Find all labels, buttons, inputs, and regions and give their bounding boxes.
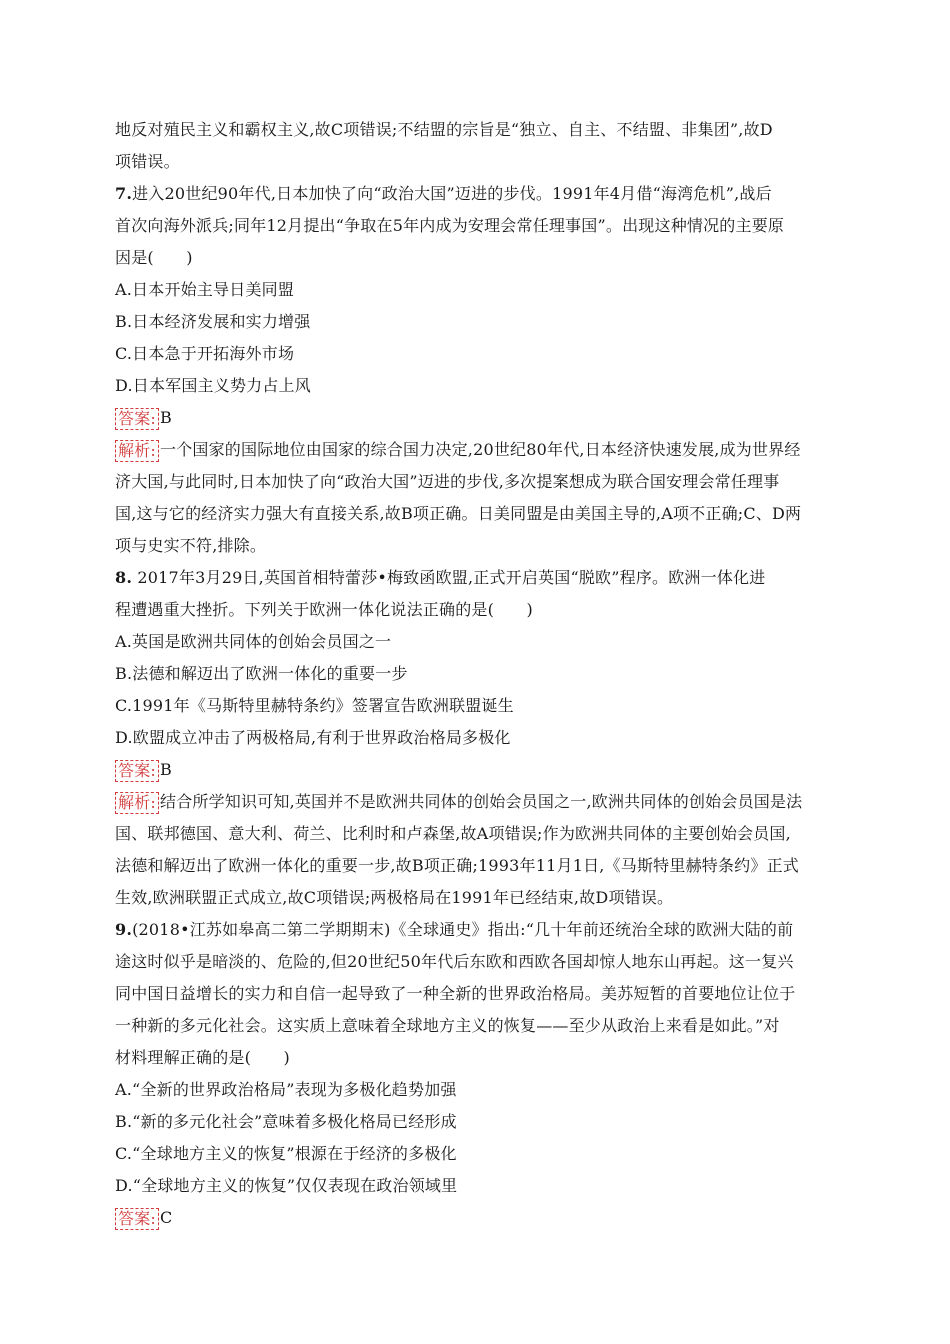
analysis-text: 一个国家的国际地位由国家的综合国力决定,20世纪80年代,日本经济快速发展,成为世界经 <box>160 440 801 459</box>
analysis-line: 生效,欧洲联盟正式成立,故C项错误;两极格局在1991年已经结束,故D项错误。 <box>115 888 674 907</box>
question-9 <box>115 914 840 1234</box>
question-stem-line: 首次向海外派兵;同年12月提出“争取在5年内成为安理会常任理事国”。出现这种情况的主要原 <box>115 216 785 235</box>
question-stem-line: 同中国日益增长的实力和自信一起导致了一种全新的世界政治格局。美苏短暂的首要地位让位于 <box>115 984 796 1003</box>
answer-line <box>115 754 840 786</box>
analysis-tag: 解析: <box>115 440 159 462</box>
question-stem-line: 因是( ) <box>115 248 193 267</box>
option-a: A.日本开始主导日美同盟 <box>115 280 295 299</box>
intro-line: 地反对殖民主义和霸权主义,故C项错误;不结盟的宗旨是“独立、自主、不结盟、非集团”,故D <box>115 120 773 139</box>
answer-tag: 答案: <box>115 408 159 430</box>
option-d: D.欧盟成立冲击了两极格局,有利于世界政治格局多极化 <box>115 728 511 747</box>
question-number: 7. <box>115 184 133 203</box>
question-number: 9. <box>115 920 133 939</box>
option-a: A.“全新的世界政治格局”表现为多极化趋势加强 <box>115 1080 457 1099</box>
analysis-line <box>115 434 840 466</box>
document-content <box>115 114 840 1234</box>
stem-text: (2018•江苏如皋高二第二学期期末)《全球通史》指出:“几十年前还统治全球的欧洲大陆的前 <box>132 920 794 939</box>
question-stem-line <box>115 178 840 210</box>
option-b: B.“新的多元化社会”意味着多极化格局已经形成 <box>115 1112 457 1131</box>
analysis-tag: 解析: <box>115 792 159 814</box>
option-b: B.日本经济发展和实力增强 <box>115 312 311 331</box>
analysis-line: 国、联邦德国、意大利、荷兰、比利时和卢森堡,故A项错误;作为欧洲共同体的主要创始会员国, <box>115 824 791 843</box>
question-8 <box>115 562 840 914</box>
question-stem-line: 途这时似乎是暗淡的、危险的,但20世纪50年代后东欧和西欧各国却惊人地东山再起。这一复兴 <box>115 952 794 971</box>
option-d: D.日本军国主义势力占上风 <box>115 376 311 395</box>
stem-text: 进入20世纪90年代,日本加快了向“政治大国”迈进的步伐。1991年4月借“海湾危机”,战后 <box>132 184 772 203</box>
question-7 <box>115 178 840 562</box>
analysis-line: 国,这与它的经济实力强大有直接关系,故B项正确。日美同盟是由美国主导的,A项不正确;C、D两 <box>115 504 802 523</box>
option-c: C.日本急于开拓海外市场 <box>115 344 295 363</box>
question-stem-line: 程遭遇重大挫折。下列关于欧洲一体化说法正确的是( ) <box>115 600 533 619</box>
option-b: B.法德和解迈出了欧洲一体化的重要一步 <box>115 664 408 683</box>
answer-line <box>115 1202 840 1234</box>
answer-value: C <box>160 1208 173 1227</box>
stem-text: 2017年3月29日,英国首相特蕾莎•梅致函欧盟,正式开启英国“脱欧”程序。欧洲一体化进 <box>132 568 766 587</box>
answer-tag: 答案: <box>115 760 159 782</box>
intro-line: 项错误。 <box>115 152 180 171</box>
analysis-text: 结合所学知识可知,英国并不是欧洲共同体的创始会员国之一,欧洲共同体的创始会员国是法 <box>160 792 803 811</box>
answer-tag: 答案: <box>115 1208 159 1230</box>
option-a: A.英国是欧洲共同体的创始会员国之一 <box>115 632 392 651</box>
option-c: C.1991年《马斯特里赫特条约》签署宣告欧洲联盟诞生 <box>115 696 514 715</box>
answer-line <box>115 402 840 434</box>
question-stem-line <box>115 914 840 946</box>
question-number: 8. <box>115 568 133 587</box>
question-stem-line: 材料理解正确的是( ) <box>115 1048 290 1067</box>
answer-value: B <box>160 408 172 427</box>
question-stem-line: 一种新的多元化社会。这实质上意味着全球地方主义的恢复——至少从政治上来看是如此。”对 <box>115 1016 780 1035</box>
analysis-line: 项与史实不符,排除。 <box>115 536 267 555</box>
question-stem-line <box>115 562 840 594</box>
analysis-line: 法德和解迈出了欧洲一体化的重要一步,故B项正确;1993年11月1日,《马斯特里赫特条约》正式 <box>115 856 799 875</box>
analysis-line: 济大国,与此同时,日本加快了向“政治大国”迈进的步伐,多次提案想成为联合国安理会常任理事 <box>115 472 780 491</box>
analysis-line <box>115 786 840 818</box>
option-d: D.“全球地方主义的恢复”仅仅表现在政治领域里 <box>115 1176 458 1195</box>
answer-value: B <box>160 760 172 779</box>
option-c: C.“全球地方主义的恢复”根源在于经济的多极化 <box>115 1144 457 1163</box>
